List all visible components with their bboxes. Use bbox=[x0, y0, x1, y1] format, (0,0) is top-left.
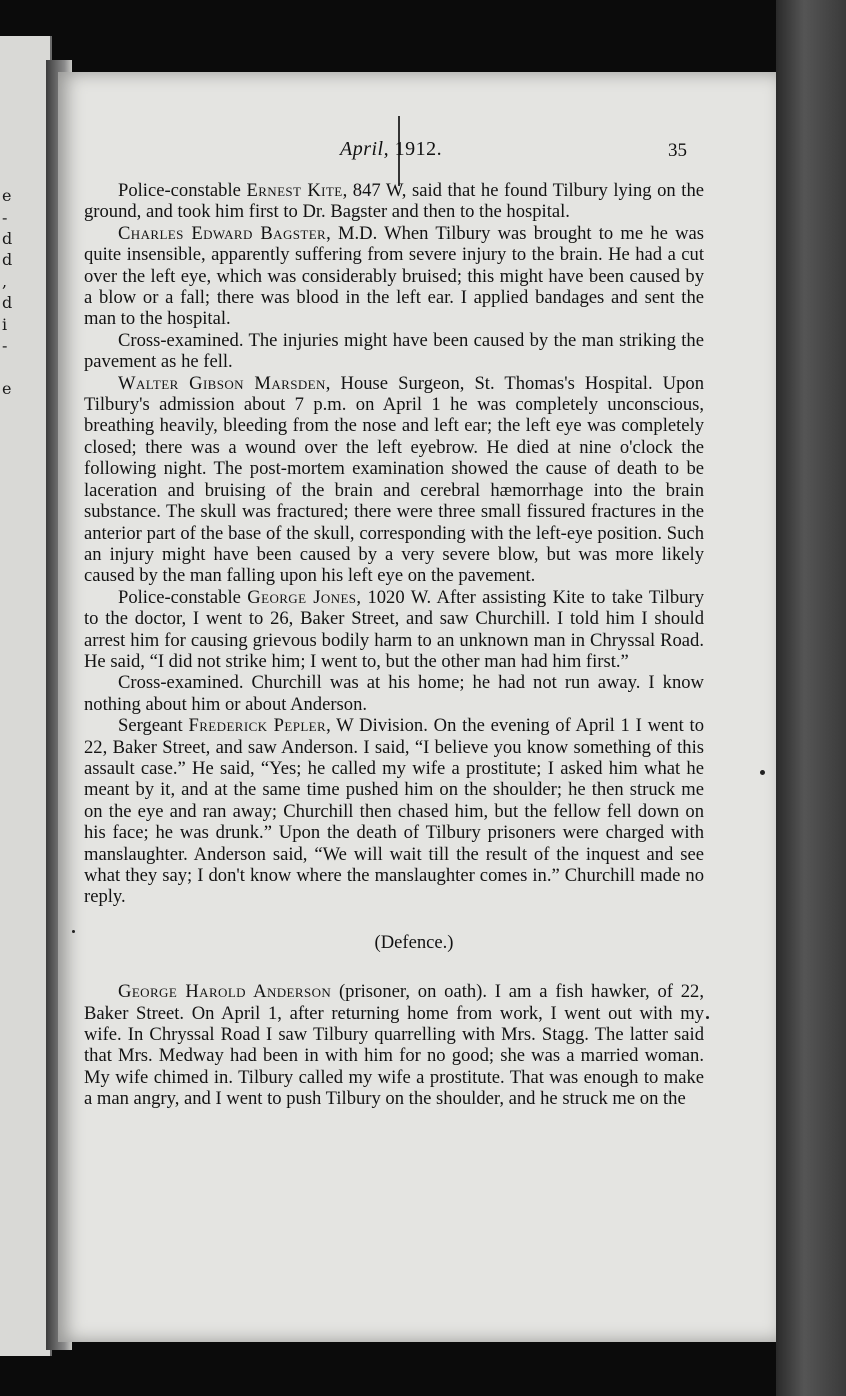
paragraph bbox=[84, 981, 704, 1109]
paragraph-text: , M.D. When Tilbury was brought to me he was quite insensible, apparently suffering from severe injury to the brain. He had a cut over the left eye, which was considerably bruised; this might have been caused by a blow or a fall; there was blood in the left ear. I applied bandages and sent the man to the hospital. bbox=[84, 222, 704, 330]
witness-name: Frederick Pepler bbox=[188, 715, 327, 737]
paragraph bbox=[84, 715, 704, 908]
paragraph-text: Cross-examined. Churchill was at his home; he had not run away. I know nothing about him or about Anderson. bbox=[84, 672, 704, 715]
section-heading: (Defence.) bbox=[374, 931, 454, 953]
paragraph-text: , W Division. On the evening of April 1 I went to 22, Baker Street, and saw Anderson. I said, “I believe you know something of this assault case.” He said, “Yes; he called my wife a prostitute; I asked him what he meant by it, and at the same time pushed him on the shoulder; he then struck me on the eye and ran away; Churchill then chased him, but the fellow fell down on his face; he was drunk.” Upon the death of Tilbury prisoners were charged with manslaughter. Anderson said, “We will wait till the result of the inquest and see what they say; I don't know where the manslaughter comes in.” Churchill made no reply. bbox=[84, 715, 704, 908]
paragraph-text: , House Surgeon, St. Thomas's Hospital. Upon Tilbury's admission about 7 p.m. on April 1 he was completely unconscious, breathing heavily, bleeding from the nose and left ear; the left eye was completely closed; there was a wound over the left eyebrow. He died at nine o'clock the following night. The post-mortem examination showed the cause of death to be laceration and bruising of the brain and cerebral hæmorrhage into the brain substance. The skull was fractured; there were three small fissured fractures in the anterior part of the base of the skull, corresponding with the left-eye position. Such an injury might have been caused by a very severe blow, but was more likely caused by the man falling upon his left eye on the pavement. bbox=[84, 372, 704, 587]
witness-name: George Harold Anderson bbox=[118, 981, 332, 1003]
prev-glyph: - bbox=[2, 208, 8, 227]
witness-name: Walter Gibson Marsden bbox=[118, 372, 326, 394]
paragraph-text: , 847 W, said that he found Tilbury lying on the ground, and took him first to Dr. Bagster and then to the hospital. bbox=[84, 180, 704, 223]
page bbox=[58, 72, 776, 1342]
prev-glyph: d bbox=[2, 293, 13, 312]
prev-glyph: - bbox=[2, 336, 8, 355]
scan-right-edge bbox=[776, 0, 846, 1396]
scan-speck bbox=[760, 770, 765, 775]
paragraph bbox=[84, 223, 704, 330]
prev-glyph: i bbox=[2, 315, 8, 334]
paragraph bbox=[84, 180, 704, 223]
witness-name: George Jones bbox=[247, 586, 357, 608]
paragraph bbox=[84, 330, 704, 373]
paragraph-lead: Police-constable bbox=[118, 586, 248, 608]
prev-glyph: e bbox=[2, 186, 12, 205]
prev-glyph: e bbox=[2, 379, 12, 398]
header-date bbox=[340, 138, 442, 161]
scan-speck bbox=[706, 1016, 709, 1019]
paragraph-lead: Police-constable bbox=[118, 180, 247, 201]
header-month: April, bbox=[340, 138, 390, 160]
witness-name: Charles Edward Bagster bbox=[118, 222, 327, 244]
paragraph-lead: Sergeant bbox=[118, 715, 189, 737]
paragraph bbox=[84, 672, 704, 715]
paragraph-text: Cross-examined. The injuries might have been caused by the man striking the pavement as he fell. bbox=[84, 329, 704, 373]
running-header bbox=[58, 138, 776, 168]
scan-speck bbox=[72, 930, 75, 933]
body-text bbox=[84, 180, 704, 1110]
paragraph-text: , 1020 W. After assisting Kite to take Tilbury to the doctor, I went to 26, Baker Street, and saw Churchill. I told him I should arrest him for causing grievous bodily harm to an unknown man in Chryssal Road. He said, “I did not strike him; I went to, but the other man had him first.” bbox=[84, 586, 704, 672]
paragraph bbox=[84, 587, 704, 673]
paragraph bbox=[84, 373, 704, 587]
prev-glyph: d bbox=[2, 229, 13, 248]
header-year: 1912. bbox=[394, 138, 443, 160]
prev-glyph: d bbox=[2, 250, 13, 269]
witness-name: Ernest Kite bbox=[246, 180, 343, 201]
paragraph-text: (prisoner, on oath). I am a fish hawker, of 22, Baker Street. On April 1, after returning home from work, I went out with my wife. In Chryssal Road I saw Tilbury quarrelling with Mrs. Stagg. The latter said that Mrs. Medway had been in with him for no good; she was a married woman. My wife chimed in. Tilbury called my wife a prostitute. That was enough to make a man angry, and I went to push Tilbury on the shoulder, and he struck me on the bbox=[84, 981, 704, 1110]
previous-page-edge bbox=[0, 36, 52, 1356]
page-number: 35 bbox=[668, 140, 687, 161]
prev-glyph: , bbox=[2, 272, 8, 291]
